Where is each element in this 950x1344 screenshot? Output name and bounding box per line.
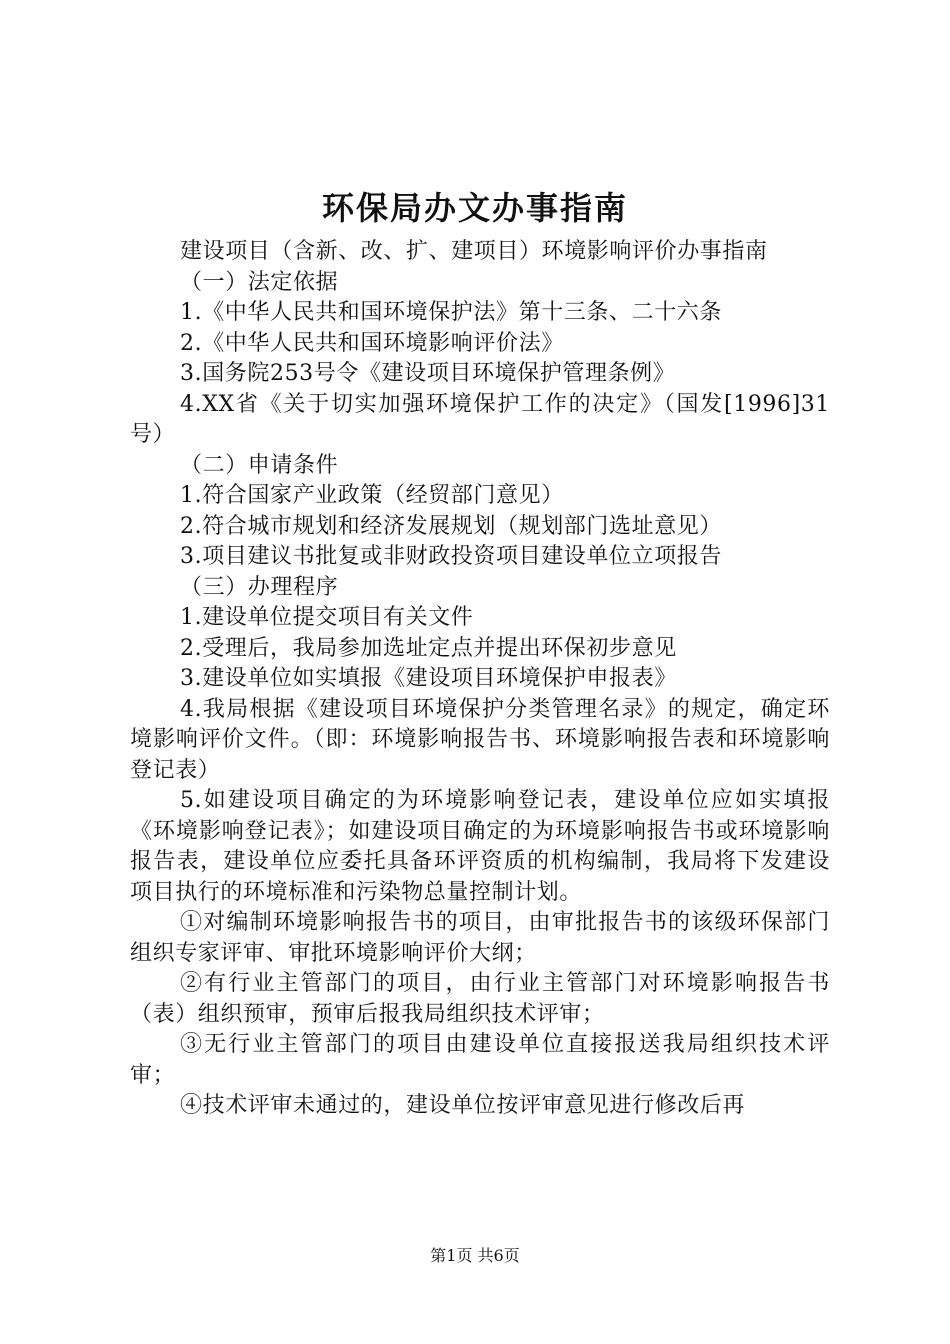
document-title: 环保局办文办事指南 (321, 189, 628, 227)
paragraph-item: 2.符合城市规划和经济发展规划（规划部门选址意见） (180, 513, 722, 539)
paragraph-item: 1.符合国家产业政策（经贸部门意见） (180, 483, 564, 508)
paragraph-item: 2.受理后，我局参加选址定点并提出环保初步意见 (180, 635, 677, 661)
paragraph-item: 1.《中华人民共和国环境保护法》第十三条、二十六条 (180, 300, 722, 325)
paragraph-item: 5.如建设项目确定的为环境影响登记表，建设单位应如实填报《环境影响登记表》；如建设项目确定的为环境影响报告书或环境影响报告表，建设单位应委托具备环评资质的机构编制，我局将下发建设项目执行的环境标准和污染物总量控制计划。 (130, 788, 830, 905)
paragraph-subitem: ②有行业主管部门的项目，由行业主管部门对环境影响报告书（表）组织预审，预审后报我局组织技术评审； (130, 971, 830, 1027)
section-heading-procedure: （三）办理程序 (180, 574, 339, 600)
paragraph-subitem: ③无行业主管部门的项目由建设单位直接报送我局组织技术评审； (130, 1032, 830, 1088)
paragraph-intro: 建设项目（含新、改、扩、建项目）环境影响评价办事指南 (180, 239, 768, 264)
page-number-footer: 第1页 共6页 (430, 1246, 520, 1265)
paragraph-subitem: ④技术评审未通过的，建设单位按评审意见进行修改后再 (180, 1093, 746, 1118)
paragraph-item: 3.项目建议书批复或非财政投资项目建设单位立项报告 (180, 544, 722, 569)
section-heading-conditions: （二）申请条件 (180, 452, 339, 478)
paragraph-subitem: ①对编制环境影响报告书的项目，由审批报告书的该级环保部门组织专家评审、审批环境影响评价大纲； (130, 910, 830, 966)
paragraph-item: 4.XX省《关于切实加强环境保护工作的决定》（国发[1996]31号） (130, 391, 830, 447)
paragraph-item: 2.《中华人民共和国环境影响评价法》 (180, 330, 564, 356)
paragraph-item: 3.国务院253号令《建设项目环境保护管理条例》 (180, 361, 676, 386)
paragraph-item: 1.建设单位提交项目有关文件 (180, 605, 474, 630)
paragraph-item: 3.建设单位如实填报《建设项目环境保护申报表》 (180, 666, 677, 691)
section-heading-legal-basis: （一）法定依据 (180, 269, 339, 295)
document-body (130, 237, 830, 1122)
paragraph-item: 4.我局根据《建设项目环境保护分类管理名录》的规定，确定环境影响评价文件。（即：环境影响报告书、环境影响报告表和环境影响登记表） (130, 696, 830, 783)
